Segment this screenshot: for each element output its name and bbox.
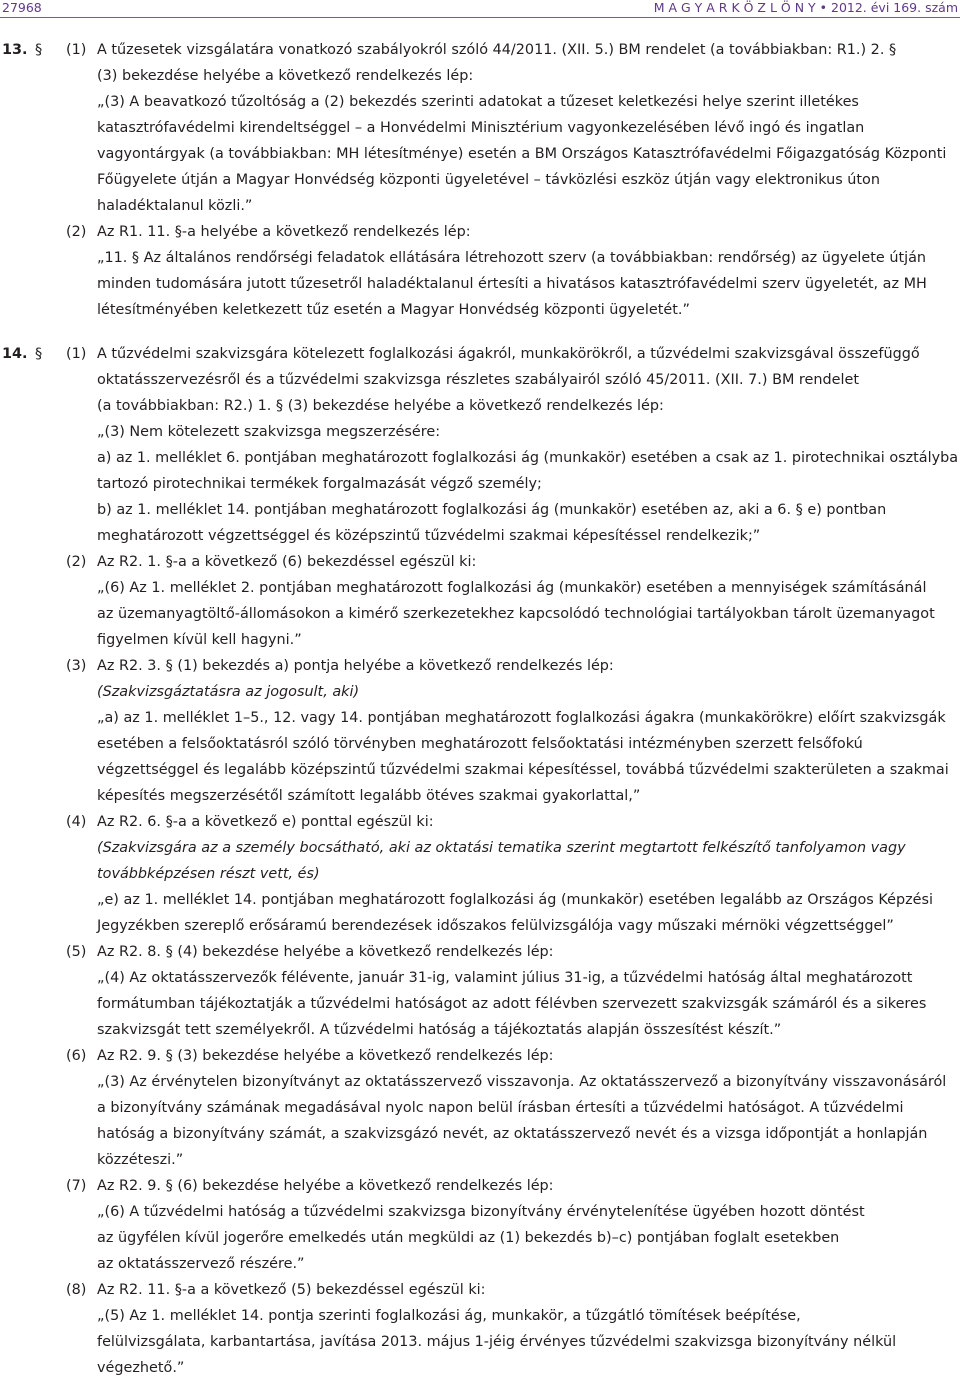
- section-spacer: [0, 323, 960, 341]
- text-line: Jegyzékben szereplő erősáramú berendezések időszakos felülvizsgálója vagy műszaki mérnöki végzettséggel”: [97, 918, 894, 934]
- text-line: „(3) Nem kötelezett szakvizsga megszerzésére:: [97, 424, 441, 440]
- paragraph: [0, 1277, 960, 1381]
- text-line: „e) az 1. melléklet 14. pontjában meghatározott foglalkozási ág (munkakör) esetében legalább az Országos Képzési: [97, 892, 933, 908]
- text-line: vagyontárgyak (a továbbiakban: MH létesítménye) esetén a BM Országos Katasztrófavédelmi Főigazgatóság Központi: [97, 146, 947, 162]
- text-line: az ügyfélen kívül jogerőre emelkedés után megküldi az (1) bekezdés b)–c) pontjában foglalt esetekben: [97, 1230, 840, 1246]
- paragraph-number: (5): [66, 944, 87, 960]
- text-line: A tűzvédelmi szakvizsgára kötelezett foglalkozási ágakról, munkakörökről, a tűzvédelmi szakvizsgával összefüggő: [97, 346, 920, 362]
- paragraph-number: (6): [66, 1048, 87, 1064]
- text-line: „(3) A beavatkozó tűzoltóság a (2) bekezdés szerinti adatokat a tűzeset keletkezési helye szerint illetékes: [97, 94, 859, 110]
- paragraph: [0, 1043, 960, 1173]
- text-line: „11. § Az általános rendőrségi feladatok ellátására létrehozott szerv (a továbbiakban: rendőrség) az ügyelete útján: [97, 250, 927, 266]
- text-line: közzéteszi.”: [97, 1152, 184, 1168]
- paragraph-number: (2): [66, 554, 87, 570]
- paragraph: [0, 653, 960, 809]
- text-line: szakvizsgát tett személyekről. A tűzvédelmi hatóság a tájékoztatás alapján összesítést készít.”: [97, 1022, 782, 1038]
- text-line: „(6) Az 1. melléklet 2. pontjában meghatározott foglalkozási ág (munkakör) esetében a mennyiségek számításánál: [97, 580, 927, 596]
- text-line: (Szakvizsgáztatásra az jogosult, aki): [97, 684, 360, 700]
- section-sign: §: [35, 346, 43, 362]
- paragraph-number: (2): [66, 224, 87, 240]
- paragraph: [0, 1173, 960, 1277]
- paragraph: [0, 939, 960, 1043]
- page-header: [0, 0, 960, 20]
- text-line: oktatásszervezésről és a tűzvédelmi szakvizsga részletes szabályairól szóló 45/2011. (XII. 7.) BM rendelet: [97, 372, 859, 388]
- paragraph: [0, 37, 960, 219]
- paragraph-number: (8): [66, 1282, 87, 1298]
- text-line: Az R2. 11. §-a a következő (5) bekezdéssel egészül ki:: [97, 1282, 486, 1298]
- text-line: Az R2. 9. § (6) bekezdése helyébe a következő rendelkezés lép:: [97, 1178, 554, 1194]
- text-line: (a továbbiakban: R2.) 1. § (3) bekezdése helyébe a következő rendelkezés lép:: [97, 398, 664, 414]
- section-0: [0, 37, 960, 323]
- text-line: Az R1. 11. §-a helyébe a következő rendelkezés lép:: [97, 224, 471, 240]
- text-line: „a) az 1. melléklet 1–5., 12. vagy 14. pontjában meghatározott foglalkozási ágakra (munkakörökre) előírt szakvizsgák: [97, 710, 946, 726]
- paragraph: [0, 809, 960, 939]
- text-line: katasztrófavédelmi kirendeltséggel – a Honvédelmi Minisztérium vagyonkezelésében lévő ingó és ingatlan: [97, 120, 865, 136]
- text-line: Főügyelete útján a Magyar Honvédség központi ügyeletével – távközlési eszköz útján vagy elektronikus úton: [97, 172, 880, 188]
- text-line: „(4) Az oktatásszervezők félévente, január 31-ig, valamint július 31-ig, a tűzvédelmi hatóság által meghatározott: [97, 970, 913, 986]
- paragraph: [0, 219, 960, 323]
- text-line: felülvizsgálata, karbantartása, javítása 2013. május 1-jéig érvényes tűzvédelmi szakvizsga bizonyítvány nélkül: [97, 1334, 897, 1350]
- journal-title: M A G Y A R K Ö Z L Ö N Y • 2012. évi 169. szám: [653, 0, 958, 15]
- text-line: képesítés megszerzésétől számított legalább ötéves szakmai gyakorlattal,”: [97, 788, 641, 804]
- text-line: az oktatásszervező részére.”: [97, 1256, 305, 1272]
- text-line: Az R2. 9. § (3) bekezdése helyébe a következő rendelkezés lép:: [97, 1048, 554, 1064]
- paragraph-number: (7): [66, 1178, 87, 1194]
- paragraph-number: (4): [66, 814, 87, 830]
- paragraph: [0, 341, 960, 549]
- text-line: (Szakvizsgára az a személy bocsátható, aki az oktatási tematika szerint megtartott felkészítő tanfolyamon vagy: [97, 840, 906, 856]
- text-line: figyelmen kívül kell hagyni.”: [97, 632, 302, 648]
- text-line: minden tudomására jutott tűzesetről haladéktalanul értesíti a hivatásos katasztrófavédelmi szerv ügyeletét, az MH: [97, 276, 927, 292]
- section-number: 13.: [2, 42, 28, 58]
- text-line: (3) bekezdése helyébe a következő rendelkezés lép:: [97, 68, 474, 84]
- text-line: „(6) A tűzvédelmi hatóság a tűzvédelmi szakvizsga bizonyítvány érvénytelenítése ügyében hozott döntést: [97, 1204, 865, 1220]
- text-line: az üzemanyagtöltő-állomásokon a kimérő szerkezetekhez kapcsolódó technológiai tartályokban tárolt üzemanyagot: [97, 606, 935, 622]
- text-line: A tűzesetek vizsgálatára vonatkozó szabályokról szóló 44/2011. (XII. 5.) BM rendelet (a továbbiakban: R1.) 2. §: [97, 42, 897, 58]
- text-line: a) az 1. melléklet 6. pontjában meghatározott foglalkozási ág (munkakör) esetében a csak az 1. pirotechnikai osztályba: [97, 450, 958, 466]
- section-number: 14.: [2, 346, 28, 362]
- text-line: Az R2. 8. § (4) bekezdése helyébe a következő rendelkezés lép:: [97, 944, 554, 960]
- text-line: b) az 1. melléklet 14. pontjában meghatározott foglalkozási ág (munkakör) esetében az, aki a 6. § e) pontban: [97, 502, 887, 518]
- text-line: „(5) Az 1. melléklet 14. pontja szerinti foglalkozási ág, munkakör, a tűzgátló tömítések beépítése,: [97, 1308, 801, 1324]
- text-line: esetében a felsőoktatásról szóló törvényben meghatározott felsőoktatási intézményben szerzett felsőfokú: [97, 736, 863, 752]
- header-divider: [0, 17, 960, 18]
- section-1: [0, 341, 960, 1381]
- text-line: Az R2. 1. §-a a következő (6) bekezdéssel egészül ki:: [97, 554, 477, 570]
- text-line: hatóság a bizonyítvány számát, a szakvizsgázó nevét, az oktatásszervező nevét és a vizsga időpontját a honlapján: [97, 1126, 928, 1142]
- page-number: 27968: [2, 0, 42, 15]
- text-line: végezhető.”: [97, 1360, 185, 1376]
- text-line: meghatározott végzettséggel és középszintű tűzvédelmi szakmai képesítéssel rendelkezik;”: [97, 528, 761, 544]
- text-line: továbbképzésen részt vett, és): [97, 866, 320, 882]
- paragraph-number: (1): [66, 346, 87, 362]
- text-line: tartozó pirotechnikai termékek forgalmazását végző személy;: [97, 476, 542, 492]
- text-line: végzettséggel és legalább középszintű tűzvédelmi szakmai képesítéssel, továbbá tűzvédelmi szakterületen a szakmai: [97, 762, 949, 778]
- text-line: haladéktalanul közli.”: [97, 198, 253, 214]
- text-line: Az R2. 6. §-a a következő e) ponttal egészül ki:: [97, 814, 434, 830]
- text-line: a bizonyítvány számának megadásával nyolc napon belül írásban értesíti a tűzvédelmi hatóságot. A tűzvédelmi: [97, 1100, 904, 1116]
- text-line: „(3) Az érvénytelen bizonyítványt az oktatásszervező visszavonja. Az oktatásszervező a bizonyítvány visszavonásáról: [97, 1074, 947, 1090]
- section-sign: §: [35, 42, 43, 58]
- paragraph: [0, 549, 960, 653]
- text-line: létesítményében keletkezett tűz esetén a Magyar Honvédség központi ügyeletét.”: [97, 302, 690, 318]
- text-line: Az R2. 3. § (1) bekezdés a) pontja helyébe a következő rendelkezés lép:: [97, 658, 614, 674]
- paragraph-number: (3): [66, 658, 87, 674]
- paragraph-number: (1): [66, 42, 87, 58]
- document-body: [0, 37, 960, 1381]
- text-line: formátumban tájékoztatják a tűzvédelmi hatóságot az adott félévben szervezett szakvizsgák számáról és a sikeres: [97, 996, 927, 1012]
